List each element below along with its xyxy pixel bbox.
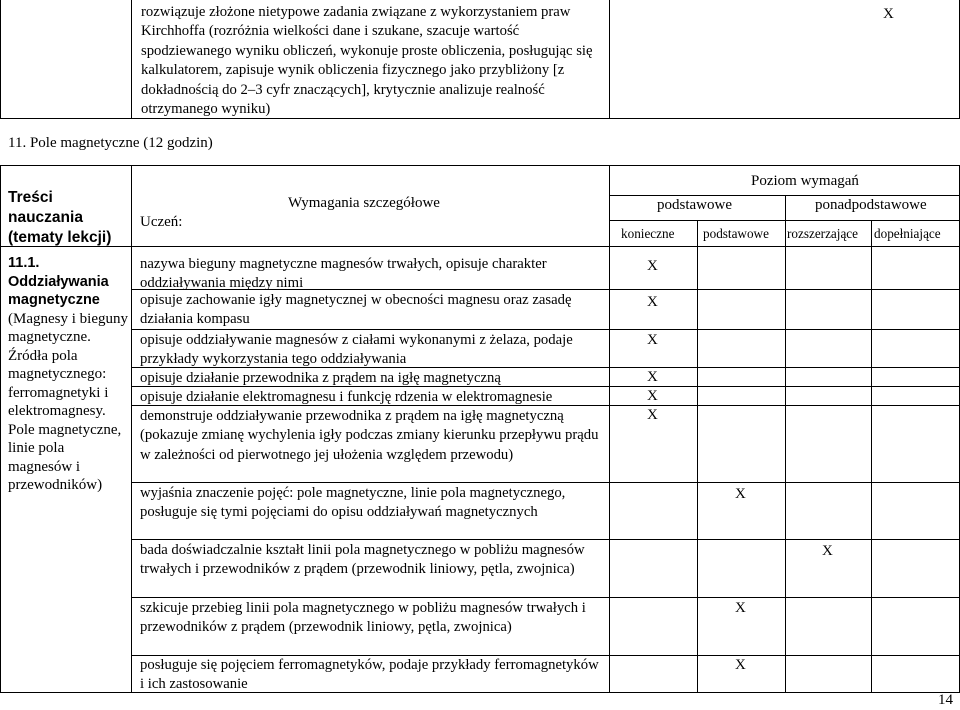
row-sep xyxy=(131,597,960,598)
requirement-text: opisuje działanie przewodnika z prądem na igłę magnetyczną xyxy=(140,370,501,386)
level-mark-podstawowe: X xyxy=(735,657,746,673)
level-mark-podstawowe: X xyxy=(735,486,746,502)
requirement-text: bada doświadczalnie kształt linii pola magnetycznego w pobliżu magnesów trwałych i przewodników z prądem (przewodnik liniowy, pętla, zwojnica) xyxy=(140,542,585,578)
col-sep-1 xyxy=(131,165,132,693)
level-mark-konieczne: X xyxy=(647,407,658,423)
page-number: 14 xyxy=(938,692,953,708)
requirement-text: nazywa bieguny magnetyczne magnesów trwałych, opisuje charakter oddziaływania między nimi xyxy=(140,256,547,292)
row-sep xyxy=(131,482,960,483)
hdr-line-groups xyxy=(609,220,960,221)
level-mark-konieczne: X xyxy=(647,332,658,348)
col-sep-5 xyxy=(871,220,872,693)
header-wymagania: Wymagania szczegółowe xyxy=(288,195,440,211)
hdr-line-bottom xyxy=(0,246,960,247)
header-podstawowe-sub: podstawowe xyxy=(703,226,769,241)
table-border-top xyxy=(0,165,960,166)
top-level-mark: X xyxy=(883,6,894,22)
level-mark-rozszerzajace: X xyxy=(822,543,833,559)
requirement-text: demonstruje oddziaływanie przewodnika z prądem na igłę magnetyczną (pokazuje zmianę wychylenia igły podczas zmiany kierunku przepływu prądu w zależności od pierwotnego jej ułożenia względem przewodu) xyxy=(140,408,599,463)
header-dopelniajace: dopełniające xyxy=(874,226,941,241)
topic-details: (Magnesy i bieguny magnetyczne. Źródła pola magnetycznego: ferromagnetyki i elektromagnesy. Pole magnetyczne, linie pola magnesów i przewodników) xyxy=(8,310,128,493)
top-requirement-text: rozwiązuje złożone nietypowe zadania związane z wykorzystaniem praw Kirchhoffa (rozróżnia wielkości dane i szukane, szacuje wartość spodziewanego wyniku obliczeń, wykonuje proste obliczenia, posługując się kalkulatorem, zapisuje wynik obliczenia fizycznego jako przybliżony [z dokładnością do 2–3 cyfr znaczących], krytycznie analizuje realność otrzymanego wyniku) xyxy=(141,4,593,118)
requirement-text: szkicuje przebieg linii pola magnetycznego w pobliżu magnesów trwałych i przewodników z prądem (przewodnik liniowy, pętla, zwojnica) xyxy=(140,600,586,636)
requirement-text: wyjaśnia znaczenie pojęć: pole magnetyczne, linie pola magnetycznego, posługuje się tymi pojęciami do opisu oddziaływań magnetycznych xyxy=(140,485,566,521)
header-poziom: Poziom wymagań xyxy=(751,173,859,189)
requirement-text: posługuje się pojęciem ferromagnetyków, podaje przykłady ferromagnetyków i ich zastosowanie xyxy=(140,657,599,693)
row-sep xyxy=(131,539,960,540)
col-sep-3 xyxy=(697,220,698,693)
hdr-line-poziom xyxy=(609,195,960,196)
top-cell-topic xyxy=(0,0,132,119)
top-cell-level xyxy=(609,0,960,119)
topic-cell xyxy=(8,254,130,495)
level-mark-podstawowe: X xyxy=(735,600,746,616)
header-podstawowe: podstawowe xyxy=(657,197,732,213)
requirement-text: opisuje działanie elektromagnesu i funkcję rdzenia w elektromagnesie xyxy=(140,389,553,405)
level-mark-konieczne: X xyxy=(647,388,658,404)
level-mark-konieczne: X xyxy=(647,258,658,274)
col-sep-2 xyxy=(609,165,610,693)
header-ponadpodstawowe: ponadpodstawowe xyxy=(815,197,927,213)
requirement-text: opisuje oddziaływanie magnesów z ciałami wykonanymi z żelaza, podaje przykłady wykorzystania tego oddziaływania xyxy=(140,332,573,368)
header-rozszerzajace: rozszerzające xyxy=(787,226,858,241)
section-title: 11. Pole magnetyczne (12 godzin) xyxy=(8,135,213,151)
header-konieczne: konieczne xyxy=(621,226,675,241)
header-uczen: Uczeń: xyxy=(140,214,183,230)
header-tresci: Treści nauczania (tematy lekcji) xyxy=(8,189,112,246)
topic-number: 11.1. xyxy=(8,255,40,271)
level-mark-konieczne: X xyxy=(647,294,658,310)
col-sep-4 xyxy=(785,195,786,693)
topic-title: Oddziaływania magnetyczne xyxy=(8,273,109,308)
level-mark-konieczne: X xyxy=(647,369,658,385)
requirement-text: opisuje zachowanie igły magnetycznej w obecności magnesu oraz zasadę działania kompasu xyxy=(140,292,572,328)
table-border-left xyxy=(0,165,1,693)
